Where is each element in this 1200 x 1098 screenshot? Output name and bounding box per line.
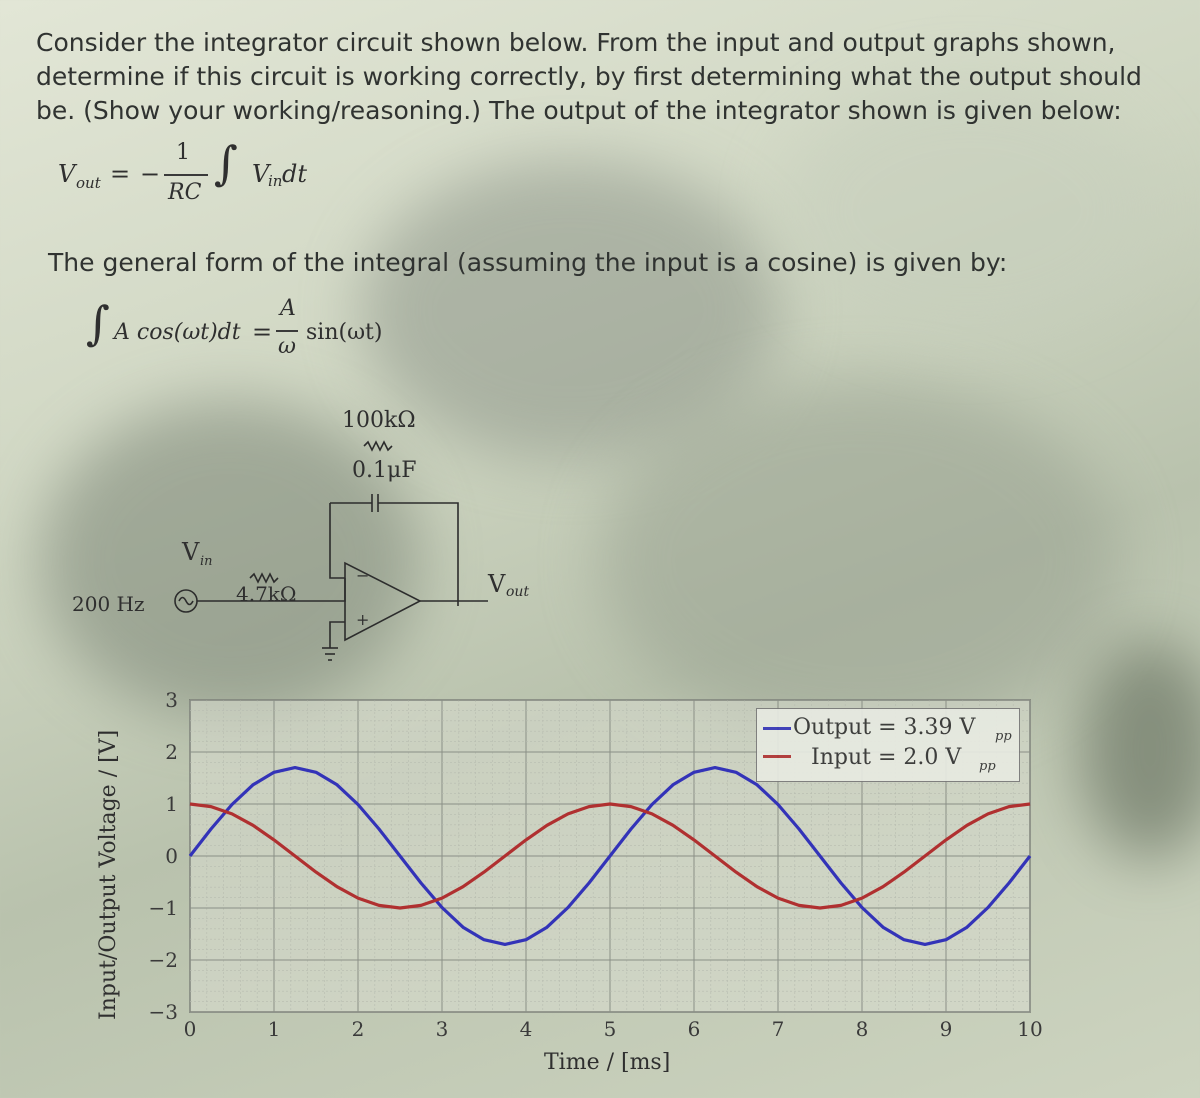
legend-swatch-output [763, 727, 791, 730]
input-resistor-label: 4.7kΩ [236, 582, 297, 606]
frequency-label: 200 Hz [72, 592, 145, 616]
equation-denominator: ω [278, 334, 296, 359]
equation-minus: − [140, 160, 161, 188]
y-tick-label: −1 [148, 896, 178, 920]
y-tick-label: −3 [148, 1000, 178, 1024]
x-tick-label: 8 [855, 1017, 869, 1041]
x-tick-label: 3 [435, 1017, 449, 1041]
y-tick-label: 2 [165, 740, 178, 764]
equation-vin: V [252, 160, 270, 188]
equation-vin-subscript: in [268, 172, 283, 190]
feedback-resistor-label: 100kΩ [342, 408, 416, 433]
legend-output-subscript: pp [995, 729, 1012, 744]
integral-sign: ∫ [86, 296, 110, 350]
output-label: V [488, 570, 506, 598]
equation-numerator: A [280, 296, 296, 321]
x-tick-label: 0 [183, 1017, 197, 1041]
x-tick-label: 1 [267, 1017, 281, 1041]
y-tick-label: −2 [148, 948, 178, 972]
y-tick-label: 3 [165, 688, 178, 712]
x-tick-label: 2 [351, 1017, 365, 1041]
x-tick-label: 4 [519, 1017, 533, 1041]
equation-denominator: RC [168, 180, 202, 205]
source-label-subscript: in [200, 554, 213, 569]
legend-input-subscript: pp [979, 759, 996, 774]
equation-vout-subscript: out [76, 174, 101, 192]
legend-output-label: Output = 3.39 V [793, 715, 976, 740]
opamp-inverting-label: − [356, 566, 370, 585]
equation-rhs: sin(ωt) [306, 320, 383, 345]
equation-equals: = [252, 318, 273, 346]
x-axis-label: Time / [ms] [544, 1050, 671, 1075]
opamp-noninverting-label: + [356, 610, 370, 629]
equation-equals: = [110, 160, 131, 188]
source-label: V [182, 538, 200, 566]
legend-input-label: Input = 2.0 V [811, 745, 962, 770]
x-tick-label: 5 [603, 1017, 617, 1041]
general-form-text: The general form of the integral (assuming the input is a cosine) is given by: [48, 248, 1008, 277]
y-tick-label: 0 [165, 844, 178, 868]
equation-lhs: A cos(ωt)dt [114, 320, 241, 345]
output-label-subscript: out [506, 584, 530, 600]
question-line: determine if this circuit is working correctly, by first determining what the output should [36, 62, 1142, 91]
legend-swatch-input [763, 755, 791, 758]
integral-sign: ∫ [214, 136, 238, 190]
y-axis-label: Input/Output Voltage / [V] [96, 729, 121, 1020]
feedback-capacitor-label: 0.1μF [352, 458, 417, 483]
equation-vout: V [58, 160, 76, 188]
x-tick-label: 9 [939, 1017, 953, 1041]
y-tick-label: 1 [165, 792, 178, 816]
equation-numerator: 1 [176, 140, 190, 165]
equation-dt: dt [282, 160, 308, 188]
x-tick-label: 6 [687, 1017, 701, 1041]
question-line: Consider the integrator circuit shown below. From the input and output graphs shown, [36, 28, 1116, 57]
x-tick-label: 10 [1017, 1017, 1043, 1041]
chart-legend [756, 708, 1020, 782]
x-tick-label: 7 [771, 1017, 785, 1041]
question-line: be. (Show your working/reasoning.) The output of the integrator shown is given below: [36, 96, 1122, 125]
